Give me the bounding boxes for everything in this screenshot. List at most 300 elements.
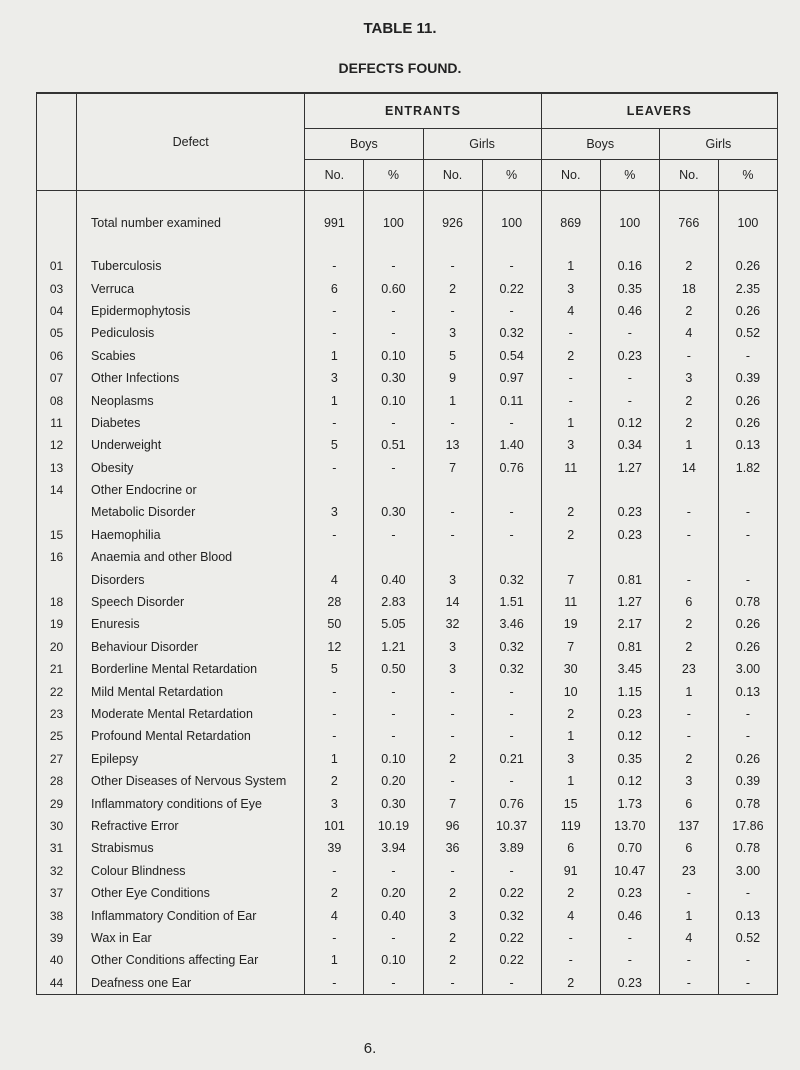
row-defect: Underweight bbox=[77, 434, 305, 456]
cell-value: 1 bbox=[305, 389, 364, 411]
table-row bbox=[37, 725, 778, 747]
cell-value: 1 bbox=[305, 949, 364, 971]
cell-value: - bbox=[423, 412, 482, 434]
cell-value bbox=[423, 479, 482, 501]
cell-value: 0.11 bbox=[482, 389, 541, 411]
cell-value: 2 bbox=[541, 501, 600, 523]
cell-value: - bbox=[364, 524, 423, 546]
table-row bbox=[37, 636, 778, 658]
cell-value: - bbox=[305, 255, 364, 277]
row-code: 04 bbox=[37, 300, 77, 322]
row-code: 06 bbox=[37, 345, 77, 367]
total-row bbox=[37, 191, 778, 256]
row-defect: Epilepsy bbox=[77, 748, 305, 770]
row-defect: Strabismus bbox=[77, 837, 305, 859]
cell-value: - bbox=[305, 680, 364, 702]
row-code: 28 bbox=[37, 770, 77, 792]
cell-value: 1.27 bbox=[600, 457, 659, 479]
row-defect: Inflammatory conditions of Eye bbox=[77, 792, 305, 814]
cell-value: 1.15 bbox=[600, 680, 659, 702]
row-defect: Behaviour Disorder bbox=[77, 636, 305, 658]
table-subtitle: DEFECTS FOUND. bbox=[338, 60, 462, 76]
pct-header: % bbox=[364, 160, 423, 191]
cell-value: - bbox=[718, 882, 777, 904]
cell-value: - bbox=[305, 703, 364, 725]
cell-value: 39 bbox=[305, 837, 364, 859]
cell-value: 0.35 bbox=[600, 277, 659, 299]
cell-value: - bbox=[423, 725, 482, 747]
cell-value: - bbox=[600, 949, 659, 971]
cell-value: 28 bbox=[305, 591, 364, 613]
row-code: 40 bbox=[37, 949, 77, 971]
cell-value: 0.10 bbox=[364, 389, 423, 411]
cell-value: 0.12 bbox=[600, 725, 659, 747]
cell-value: - bbox=[305, 524, 364, 546]
cell-value: 1 bbox=[305, 748, 364, 770]
cell-value: 0.32 bbox=[482, 568, 541, 590]
row-code: 27 bbox=[37, 748, 77, 770]
cell-value: 1 bbox=[659, 904, 718, 926]
table-row bbox=[37, 792, 778, 814]
cell-value: 3 bbox=[541, 748, 600, 770]
cell-value: 17.86 bbox=[718, 815, 777, 837]
cell-value: 0.23 bbox=[600, 345, 659, 367]
cell-value: 0.30 bbox=[364, 792, 423, 814]
cell-value: 1 bbox=[659, 680, 718, 702]
cell-value: - bbox=[541, 927, 600, 949]
cell-value: 0.78 bbox=[718, 792, 777, 814]
row-code: 18 bbox=[37, 591, 77, 613]
cell-value: - bbox=[305, 725, 364, 747]
cell-value: 36 bbox=[423, 837, 482, 859]
cell-value: - bbox=[659, 972, 718, 995]
cell-value: 0.22 bbox=[482, 882, 541, 904]
cell-value: 4 bbox=[541, 300, 600, 322]
cell-value: 0.60 bbox=[364, 277, 423, 299]
cell-value: 137 bbox=[659, 815, 718, 837]
cell-value: - bbox=[659, 524, 718, 546]
cell-value: - bbox=[305, 322, 364, 344]
cell-value: 13.70 bbox=[600, 815, 659, 837]
cell-value: 3 bbox=[541, 277, 600, 299]
cell-value: - bbox=[305, 860, 364, 882]
cell-value bbox=[718, 546, 777, 568]
cell-value: - bbox=[364, 703, 423, 725]
cell-value bbox=[423, 546, 482, 568]
cell-value: - bbox=[482, 524, 541, 546]
cell-value: 0.40 bbox=[364, 904, 423, 926]
row-code: 20 bbox=[37, 636, 77, 658]
row-defect: Other Infections bbox=[77, 367, 305, 389]
cell-value: - bbox=[364, 300, 423, 322]
row-defect: Wax in Ear bbox=[77, 927, 305, 949]
cell-value: 7 bbox=[423, 792, 482, 814]
cell-value: 7 bbox=[423, 457, 482, 479]
cell-value: 0.78 bbox=[718, 837, 777, 859]
cell-value: - bbox=[600, 389, 659, 411]
cell-value: 0.10 bbox=[364, 748, 423, 770]
cell-value bbox=[718, 479, 777, 501]
cell-value bbox=[659, 479, 718, 501]
cell-value: 1 bbox=[541, 412, 600, 434]
cell-value: - bbox=[364, 725, 423, 747]
row-defect: Deafness one Ear bbox=[77, 972, 305, 995]
table-row bbox=[37, 949, 778, 971]
row-defect: Disorders bbox=[77, 568, 305, 590]
row-defect: Tuberculosis bbox=[77, 255, 305, 277]
row-defect: Epidermophytosis bbox=[77, 300, 305, 322]
cell-value: - bbox=[305, 412, 364, 434]
cell-value: - bbox=[482, 680, 541, 702]
cell-value: 0.34 bbox=[600, 434, 659, 456]
cell-value bbox=[600, 546, 659, 568]
cell-value: 23 bbox=[659, 860, 718, 882]
cell-value: 2 bbox=[659, 636, 718, 658]
cell-value: 0.52 bbox=[718, 322, 777, 344]
cell-value: 1.27 bbox=[600, 591, 659, 613]
table-row bbox=[37, 434, 778, 456]
cell-value: 3 bbox=[423, 904, 482, 926]
cell-value: 96 bbox=[423, 815, 482, 837]
cell-value: - bbox=[305, 300, 364, 322]
cell-value: 2 bbox=[423, 927, 482, 949]
table-row bbox=[37, 524, 778, 546]
cell-value: 4 bbox=[541, 904, 600, 926]
table-row bbox=[37, 882, 778, 904]
row-defect: Pediculosis bbox=[77, 322, 305, 344]
row-code: 39 bbox=[37, 927, 77, 949]
cell-value: 2 bbox=[541, 882, 600, 904]
cell-value: 6 bbox=[659, 792, 718, 814]
cell-value: 14 bbox=[659, 457, 718, 479]
table-row bbox=[37, 770, 778, 792]
row-defect: Anaemia and other Blood bbox=[77, 546, 305, 568]
cell-value: 0.26 bbox=[718, 613, 777, 635]
table-row bbox=[37, 412, 778, 434]
cell-value: 0.26 bbox=[718, 748, 777, 770]
cell-value: - bbox=[541, 949, 600, 971]
table-row bbox=[37, 255, 778, 277]
cell-value bbox=[600, 479, 659, 501]
no-header: No. bbox=[305, 160, 364, 191]
cell-value: 3.89 bbox=[482, 837, 541, 859]
cell-value: 11 bbox=[541, 457, 600, 479]
cell-value: 3 bbox=[423, 322, 482, 344]
cell-value: 14 bbox=[423, 591, 482, 613]
cell-value: 9 bbox=[423, 367, 482, 389]
cell-value: 0.21 bbox=[482, 748, 541, 770]
cell-value: - bbox=[482, 725, 541, 747]
row-defect: Moderate Mental Retardation bbox=[77, 703, 305, 725]
table-row bbox=[37, 501, 778, 523]
cell-value: 18 bbox=[659, 277, 718, 299]
cell-value: 0.26 bbox=[718, 412, 777, 434]
cell-value: - bbox=[482, 770, 541, 792]
cell-value: 0.22 bbox=[482, 949, 541, 971]
cell-value: 101 bbox=[305, 815, 364, 837]
cell-value: 1.73 bbox=[600, 792, 659, 814]
cell-value: 0.39 bbox=[718, 367, 777, 389]
row-code: 11 bbox=[37, 412, 77, 434]
cell-value: 2.35 bbox=[718, 277, 777, 299]
cell-value: 0.46 bbox=[600, 904, 659, 926]
row-code: 37 bbox=[37, 882, 77, 904]
row-code: 01 bbox=[37, 255, 77, 277]
cell-value: 0.51 bbox=[364, 434, 423, 456]
cell-value: - bbox=[364, 412, 423, 434]
cell-value: 2 bbox=[305, 770, 364, 792]
cell-value: - bbox=[482, 501, 541, 523]
cell-value: 5 bbox=[423, 345, 482, 367]
cell-value: 2 bbox=[659, 300, 718, 322]
pct-header: % bbox=[718, 160, 777, 191]
table-row bbox=[37, 277, 778, 299]
cell-value: 2 bbox=[541, 345, 600, 367]
cell-value: 4 bbox=[305, 904, 364, 926]
cell-value: 0.76 bbox=[482, 457, 541, 479]
cell-value: 12 bbox=[305, 636, 364, 658]
cell-value: 10.47 bbox=[600, 860, 659, 882]
row-code bbox=[37, 501, 77, 523]
cell-value bbox=[364, 479, 423, 501]
cell-value: 0.35 bbox=[600, 748, 659, 770]
row-code: 30 bbox=[37, 815, 77, 837]
cell-value: 0.26 bbox=[718, 636, 777, 658]
row-defect: Verruca bbox=[77, 277, 305, 299]
no-header: No. bbox=[659, 160, 718, 191]
row-defect: Colour Blindness bbox=[77, 860, 305, 882]
row-code: 03 bbox=[37, 277, 77, 299]
cell-value: - bbox=[541, 367, 600, 389]
row-defect: Inflammatory Condition of Ear bbox=[77, 904, 305, 926]
cell-value: - bbox=[305, 457, 364, 479]
cell-value: - bbox=[305, 972, 364, 995]
cell-value: - bbox=[423, 972, 482, 995]
cell-value: 3 bbox=[305, 501, 364, 523]
row-code: 19 bbox=[37, 613, 77, 635]
row-defect: Other Diseases of Nervous System bbox=[77, 770, 305, 792]
no-header: No. bbox=[423, 160, 482, 191]
table-row bbox=[37, 927, 778, 949]
cell-value: 3 bbox=[305, 792, 364, 814]
cell-value: - bbox=[718, 703, 777, 725]
cell-value bbox=[305, 479, 364, 501]
no-header: No. bbox=[541, 160, 600, 191]
entrants-boys-header: Boys bbox=[305, 129, 423, 160]
cell-value: - bbox=[659, 725, 718, 747]
cell-value: 3.94 bbox=[364, 837, 423, 859]
cell-value bbox=[482, 479, 541, 501]
cell-value: - bbox=[423, 703, 482, 725]
cell-value: 1.51 bbox=[482, 591, 541, 613]
cell-value: 13 bbox=[423, 434, 482, 456]
cell-value: 4 bbox=[305, 568, 364, 590]
row-defect: Other Eye Conditions bbox=[77, 882, 305, 904]
code-header bbox=[37, 93, 77, 191]
cell-value: - bbox=[600, 927, 659, 949]
cell-value: 2 bbox=[423, 748, 482, 770]
cell-value: 0.39 bbox=[718, 770, 777, 792]
cell-value: 4 bbox=[659, 322, 718, 344]
cell-value: - bbox=[423, 860, 482, 882]
cell-value: 0.97 bbox=[482, 367, 541, 389]
cell-value: - bbox=[482, 412, 541, 434]
cell-value: - bbox=[718, 568, 777, 590]
cell-value: 50 bbox=[305, 613, 364, 635]
cell-value: - bbox=[718, 972, 777, 995]
row-defect: Mild Mental Retardation bbox=[77, 680, 305, 702]
cell-value: 0.13 bbox=[718, 904, 777, 926]
cell-value: 766 bbox=[659, 191, 718, 256]
cell-value: - bbox=[423, 300, 482, 322]
cell-value: 91 bbox=[541, 860, 600, 882]
row-code: 38 bbox=[37, 904, 77, 926]
cell-value: 1 bbox=[541, 770, 600, 792]
cell-value: 2 bbox=[659, 412, 718, 434]
cell-value: 991 bbox=[305, 191, 364, 256]
cell-value: 0.30 bbox=[364, 367, 423, 389]
row-defect: Refractive Error bbox=[77, 815, 305, 837]
cell-value: - bbox=[482, 703, 541, 725]
cell-value: 3.45 bbox=[600, 658, 659, 680]
cell-value: 30 bbox=[541, 658, 600, 680]
row-code bbox=[37, 191, 77, 256]
cell-value: 0.12 bbox=[600, 412, 659, 434]
row-code: 22 bbox=[37, 680, 77, 702]
cell-value: 869 bbox=[541, 191, 600, 256]
cell-value bbox=[541, 479, 600, 501]
row-code: 25 bbox=[37, 725, 77, 747]
cell-value: 10.37 bbox=[482, 815, 541, 837]
cell-value: 1 bbox=[541, 255, 600, 277]
row-defect: Borderline Mental Retardation bbox=[77, 658, 305, 680]
row-code: 12 bbox=[37, 434, 77, 456]
cell-value: - bbox=[541, 322, 600, 344]
table-row bbox=[37, 322, 778, 344]
cell-value: 3 bbox=[659, 367, 718, 389]
cell-value: 3.46 bbox=[482, 613, 541, 635]
table-row bbox=[37, 904, 778, 926]
cell-value: 0.16 bbox=[600, 255, 659, 277]
cell-value: - bbox=[541, 389, 600, 411]
row-defect: Profound Mental Retardation bbox=[77, 725, 305, 747]
cell-value: 0.52 bbox=[718, 927, 777, 949]
cell-value: 3.00 bbox=[718, 658, 777, 680]
cell-value: - bbox=[659, 703, 718, 725]
cell-value: - bbox=[659, 501, 718, 523]
cell-value: 2 bbox=[541, 703, 600, 725]
row-defect: Haemophilia bbox=[77, 524, 305, 546]
cell-value: 0.70 bbox=[600, 837, 659, 859]
cell-value: 0.32 bbox=[482, 658, 541, 680]
cell-value: - bbox=[718, 524, 777, 546]
leavers-boys-header: Boys bbox=[541, 129, 659, 160]
cell-value: 2 bbox=[305, 882, 364, 904]
leavers-girls-header: Girls bbox=[659, 129, 777, 160]
row-defect: Neoplasms bbox=[77, 389, 305, 411]
table-row bbox=[37, 837, 778, 859]
table-row bbox=[37, 479, 778, 501]
cell-value: 6 bbox=[541, 837, 600, 859]
cell-value: 7 bbox=[541, 568, 600, 590]
row-defect: Enuresis bbox=[77, 613, 305, 635]
cell-value: 10 bbox=[541, 680, 600, 702]
cell-value: 3 bbox=[423, 658, 482, 680]
cell-value: 1 bbox=[305, 345, 364, 367]
cell-value: 15 bbox=[541, 792, 600, 814]
cell-value: 2 bbox=[659, 255, 718, 277]
cell-value: 0.40 bbox=[364, 568, 423, 590]
cell-value bbox=[482, 546, 541, 568]
pct-header: % bbox=[482, 160, 541, 191]
cell-value: 0.78 bbox=[718, 591, 777, 613]
cell-value: 5 bbox=[305, 434, 364, 456]
entrants-girls-header: Girls bbox=[423, 129, 541, 160]
cell-value: - bbox=[364, 680, 423, 702]
cell-value: - bbox=[659, 882, 718, 904]
cell-value: 11 bbox=[541, 591, 600, 613]
cell-value: 100 bbox=[718, 191, 777, 256]
cell-value: 2.83 bbox=[364, 591, 423, 613]
cell-value: 6 bbox=[659, 837, 718, 859]
cell-value: 7 bbox=[541, 636, 600, 658]
cell-value: 2 bbox=[423, 277, 482, 299]
cell-value: 4 bbox=[659, 927, 718, 949]
cell-value: 2 bbox=[541, 972, 600, 995]
cell-value: 3 bbox=[305, 367, 364, 389]
cell-value: 1 bbox=[423, 389, 482, 411]
row-code: 32 bbox=[37, 860, 77, 882]
cell-value: 1 bbox=[541, 725, 600, 747]
cell-value: 23 bbox=[659, 658, 718, 680]
row-defect: Speech Disorder bbox=[77, 591, 305, 613]
row-code: 31 bbox=[37, 837, 77, 859]
table-row bbox=[37, 703, 778, 725]
cell-value: 100 bbox=[482, 191, 541, 256]
cell-value: - bbox=[423, 770, 482, 792]
cell-value bbox=[364, 546, 423, 568]
row-defect: Total number examined bbox=[77, 191, 305, 256]
cell-value: 0.54 bbox=[482, 345, 541, 367]
cell-value: - bbox=[482, 860, 541, 882]
table-row bbox=[37, 546, 778, 568]
cell-value: - bbox=[659, 949, 718, 971]
table-row bbox=[37, 389, 778, 411]
cell-value: 2 bbox=[423, 882, 482, 904]
cell-value: - bbox=[600, 367, 659, 389]
cell-value: 0.30 bbox=[364, 501, 423, 523]
defect-header: Defect bbox=[77, 93, 305, 191]
row-code: 44 bbox=[37, 972, 77, 995]
row-defect: Other Endocrine or bbox=[77, 479, 305, 501]
cell-value bbox=[541, 546, 600, 568]
cell-value: 0.26 bbox=[718, 389, 777, 411]
cell-value: - bbox=[364, 927, 423, 949]
cell-value: 0.20 bbox=[364, 882, 423, 904]
row-code: 05 bbox=[37, 322, 77, 344]
page-number: 6. bbox=[363, 1040, 377, 1057]
cell-value: 1.40 bbox=[482, 434, 541, 456]
cell-value: 0.22 bbox=[482, 927, 541, 949]
cell-value: 0.22 bbox=[482, 277, 541, 299]
cell-value: - bbox=[482, 972, 541, 995]
cell-value: - bbox=[482, 300, 541, 322]
cell-value: - bbox=[659, 568, 718, 590]
cell-value: 1 bbox=[659, 434, 718, 456]
table-row bbox=[37, 860, 778, 882]
cell-value: 10.19 bbox=[364, 815, 423, 837]
cell-value: - bbox=[600, 322, 659, 344]
